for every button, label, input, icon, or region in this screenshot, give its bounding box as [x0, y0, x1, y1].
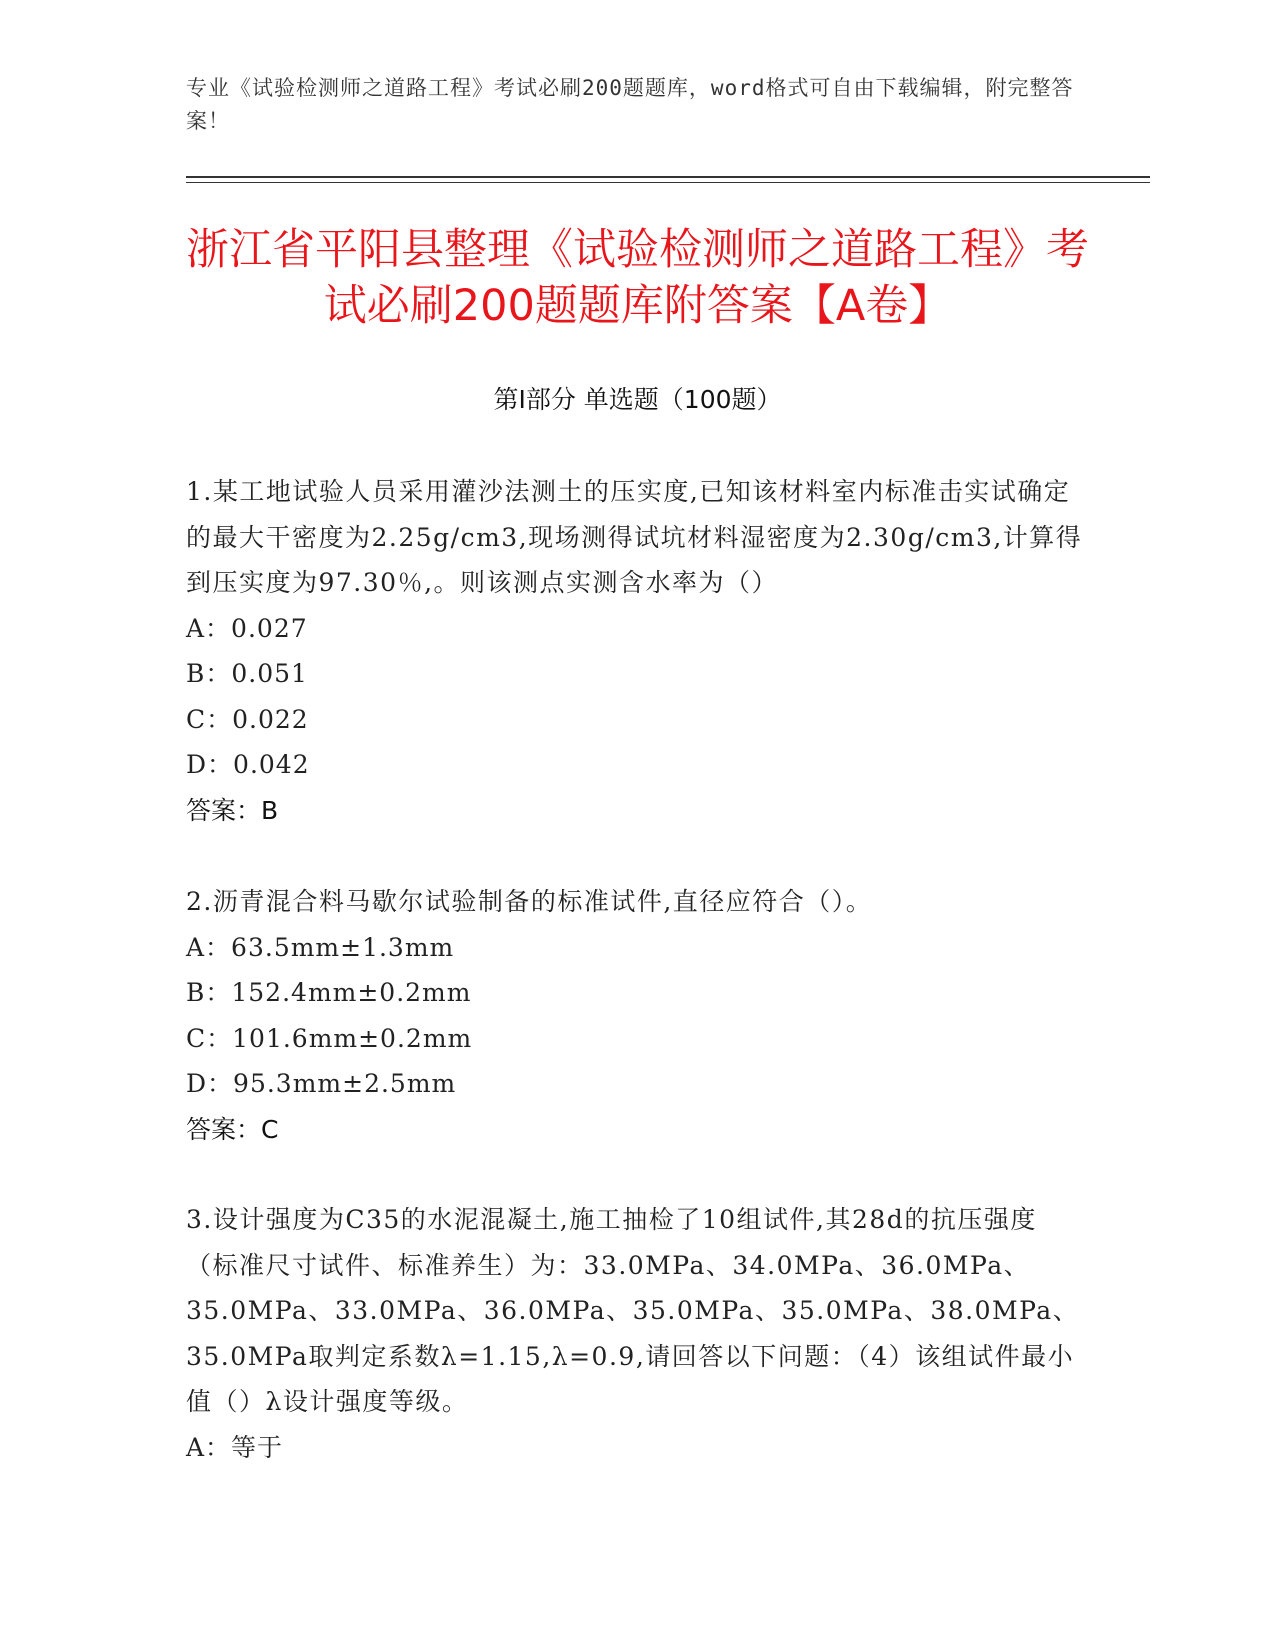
- option-d: D：0.042: [186, 750, 310, 779]
- question-1: [186, 469, 1086, 833]
- header-note: 专业《试验检测师之道路工程》考试必刷200题题库，word格式可自由下载编辑，附完整答案！: [186, 76, 1074, 133]
- option-b: B：152.4mm±0.2mm: [186, 978, 472, 1007]
- question-stem: 2.沥青混合料马歇尔试验制备的标准试件,直径应符合（）。: [186, 887, 873, 916]
- header-divider-thick: [186, 176, 1150, 178]
- answer-line: 答案：B: [186, 795, 279, 825]
- option-a: A：0.027: [186, 613, 308, 643]
- option-d: D：95.3mm±2.5mm: [186, 1069, 457, 1098]
- answer-line: 答案：C: [186, 1114, 279, 1144]
- option-c: C：101.6mm±0.2mm: [186, 1023, 473, 1053]
- document-title: 浙江省平阳县整理《试验检测师之道路工程》考试必刷200题题库附答案【A卷】: [186, 225, 1089, 331]
- section-heading: 第Ⅰ部分 单选题（100题）: [493, 385, 782, 414]
- option-c: C：0.022: [186, 704, 309, 734]
- question-2: [186, 879, 1086, 1152]
- question-stem: 1.某工地试验人员采用灌沙法测土的压实度,已知该材料室内标准击实试确定的最大干密度为2.25g/cm3,现场测得试坑材料湿密度为2.30g/cm3,计算得到压实度为97.30％,。则该测点实测含水率为（）: [186, 477, 1083, 597]
- option-a: A：等于: [186, 1432, 284, 1462]
- option-b: B：0.051: [186, 659, 308, 688]
- question-3: [186, 1197, 1086, 1470]
- option-a: A：63.5mm±1.3mm: [186, 932, 455, 962]
- header-divider-thin: [186, 182, 1150, 183]
- question-stem: 3.设计强度为C35的水泥混凝土,施工抽检了10组试件,其28d的抗压强度（标准尺寸试件、标准养生）为：33.0MPa、34.0MPa、36.0MPa、35.0MPa、33.0MPa、36.0MPa、35.0MPa、35.0MPa、38.0MPa、35.0MPa取判定系数λ=1.15,λ=0.9,请回答以下问题：（4）该组试件最小值（）λ设计强度等级。: [186, 1205, 1080, 1416]
